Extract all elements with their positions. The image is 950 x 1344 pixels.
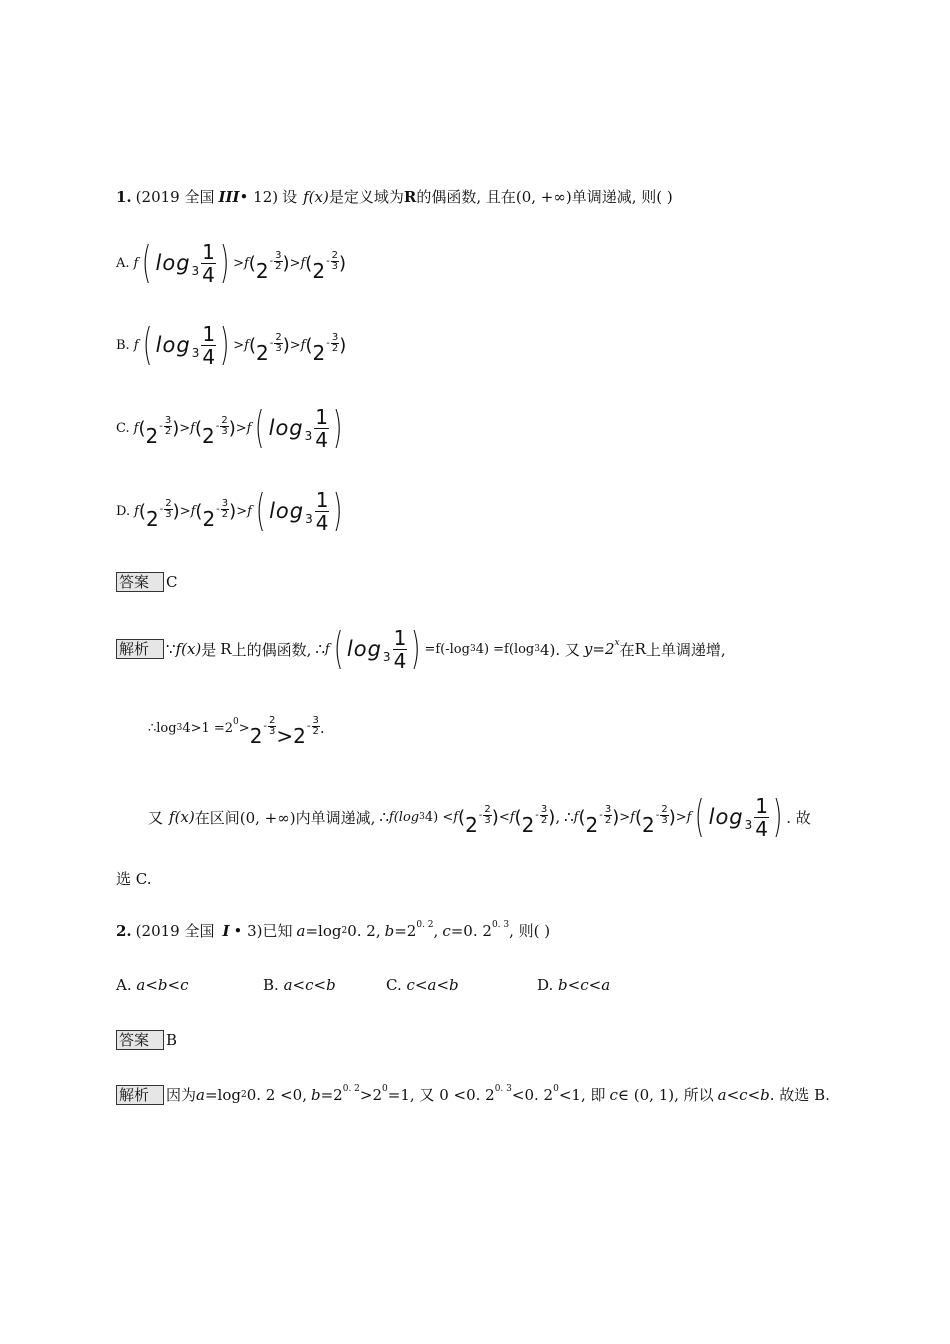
sup-0: 0 [233,717,239,727]
sup-x: x [614,638,620,648]
power-2-neg-2-3: 2 - 2 3 [249,715,276,748]
q1-R: R [403,187,417,206]
power-2-neg-3-2: 2 - 3 2 [145,415,172,448]
q2-analysis [116,1084,830,1105]
var-b: b [311,1085,321,1104]
q1-analysis-line-2 [148,710,325,746]
text: =log [305,921,342,940]
text: 4) < [424,809,454,825]
f-symbol: f [244,337,249,353]
left-paren: ( [138,500,146,522]
because-symbol: ∵ [166,640,176,658]
sub-3: 3 [176,723,183,733]
text: <1, 即 [558,1086,606,1104]
power-2-neg-3-2: 2 - 3 2 [585,804,612,837]
power-2-neg-2-3: 2 - 2 3 [255,332,282,365]
power-2-neg-3-2: 2 - 3 2 [521,804,548,837]
text: 4>1 =2 [182,720,234,736]
log-word: log [268,416,304,440]
option-label: D. [116,503,131,519]
q1-fx: f(x) [303,187,329,206]
right-paren: ) [282,334,290,356]
gt-sign: > [289,255,301,271]
text: ∈ (0, 1), 所以 [617,1086,714,1104]
fraction-one-quarter: $\frac{1}{4}$ [755,793,769,841]
var-a: a [296,921,306,940]
sup: 0. 3 [491,919,510,930]
gt-sign: > [233,255,244,271]
power-2-neg-2-3: 2 - 2 3 [641,804,668,837]
q1-stem-b: 是定义域为 [328,188,404,206]
gt-sign: > [675,809,687,825]
f-symbol: f [190,420,195,436]
right-paren: ) [229,500,237,522]
gt-sign: > [619,809,631,825]
sub-2: 2 [341,925,348,936]
q1-stem [116,186,673,207]
q1-stem-a: 设 [282,188,298,206]
q1-stem-c: 的偶函数, 且在(0, +∞)单调递减, 则( ) [416,188,673,206]
lt-sign: < [498,809,510,825]
f-symbol: f [686,809,692,825]
right-paren: ) [411,623,421,674]
text: =2 [320,1085,343,1104]
text: 4). 又 [539,640,580,659]
f-symbol: f [324,641,330,657]
right-paren: ) [668,806,676,828]
q2-stem-text: 已知 [262,922,293,940]
gt-sign: > [238,720,250,736]
log-word: log [708,805,744,829]
q1-source-end: • 12) [239,187,279,206]
fx-text: f(x) [169,808,195,826]
sup: 0. 2 [342,1083,360,1094]
var-c: c [609,1085,618,1104]
gt-sign: > [179,503,191,519]
gt-sign: > [235,420,247,436]
right-paren: ) [172,500,180,522]
lt: < [726,1085,740,1104]
power-2-neg-2-3: 2 - 2 3 [312,250,339,283]
right-paren: ) [219,237,230,288]
left-paren: ( [248,252,256,274]
text: >2 [359,1085,383,1104]
gt-sign: > [289,337,301,353]
log-word: log [269,499,305,523]
answer-label: 答案 [116,1030,164,1050]
left-paren: ( [195,500,203,522]
f-symbol: f [246,420,252,436]
var-a: a [196,1085,205,1104]
right-paren: ) [548,806,556,828]
right-paren: ) [339,252,347,274]
text: ∴log [148,720,177,736]
power-2-neg-2-3: 2 - 2 3 [201,415,228,448]
left-paren: ( [248,334,256,356]
text: =log [204,1085,241,1104]
left-paren: ( [305,334,313,356]
text: 在区间(0, +∞)内单调递减, [194,808,376,827]
power-2-neg-2-3: 2 - 2 3 [465,804,491,837]
f-symbol: f [453,809,459,825]
f-symbol: f [134,503,139,519]
q1-analysis-line-1 [116,624,726,674]
q1-source: (2019 全国 [135,188,215,206]
f-symbol: f [630,809,635,825]
log-word: log [346,637,382,661]
fraction-one-quarter: $\frac{1}{4}$ [315,487,329,535]
q2-option-b[interactable]: B. a<c<b [263,976,336,994]
R-symbol: R [634,640,646,658]
text: 0. 2 <0, [246,1085,307,1104]
q1-option-a[interactable] [116,238,346,288]
therefore-symbol: ∴ [315,640,325,658]
right-paren: ) [491,806,499,828]
right-paren: ) [228,417,236,439]
q1-analysis-line-3 [148,792,811,842]
f-symbol: f [243,255,249,271]
answer-value: B [166,1031,178,1049]
log-base: 3 [191,346,200,360]
sub-3: 3 [534,644,540,654]
text: 因为 [166,1086,197,1104]
y-eq: y=2 [583,640,615,658]
fraction-one-quarter: $\frac{1}{4}$ [393,625,407,673]
q2-stem [116,920,550,941]
f-symbol: f [573,809,579,825]
answer-label: 答案 [116,572,164,592]
f-symbol: f [509,809,515,825]
left-paren: ( [578,806,586,828]
q1-option-b[interactable] [116,320,346,370]
text: 上的偶函数, [231,640,312,659]
q1-number: 1. [116,187,132,206]
var-b: b [384,921,395,940]
var-b: b [760,1085,770,1104]
sup: 0 [382,1083,388,1094]
big-gt-sign: > [276,724,294,748]
right-paren: ) [332,402,343,453]
left-paren: ( [255,485,266,536]
q1-answer [116,572,178,592]
text: 4) =f(log [475,641,535,657]
right-paren: ) [282,252,290,274]
log-base: 3 [382,650,391,664]
therefore-symbol: ∴ [379,808,389,826]
q2-source-roman: I [222,921,230,940]
sub-2: 2 [240,1089,247,1100]
gt-sign: > [233,337,245,353]
f-symbol: f [133,420,139,436]
f-symbol: f [300,337,306,353]
left-paren: ( [305,252,313,274]
fraction-one-quarter: $\frac{1}{4}$ [202,239,215,287]
sup: 0 [553,1083,559,1094]
text: =f(-log [424,641,470,657]
q1-option-d[interactable] [116,486,347,536]
left-paren: ( [142,319,152,370]
power-2-neg-2-3: 2 - 2 3 [145,498,172,531]
text: 0. 2, [347,921,381,940]
left-paren: ( [458,806,466,828]
var-c: c [739,1085,748,1104]
q2-option-d[interactable]: D. b<c<a [537,976,611,994]
left-paren: ( [634,806,642,828]
left-paren: ( [142,237,152,288]
log-word: log [155,251,191,275]
text: =0. 2 [450,921,492,940]
left-paren: ( [514,806,522,828]
right-paren: ) [219,319,230,370]
comma: , [555,808,561,826]
period: . [319,719,325,737]
fraction-one-quarter: $\frac{1}{4}$ [202,321,216,369]
log-base: 3 [744,818,753,832]
text: =1, 又 0 <0. 2 [387,1086,495,1104]
text: =2 [394,921,417,940]
analysis-label: 解析 [116,639,164,659]
q1-analysis-line-4 [116,868,151,889]
text: 上单调递增, [645,640,726,659]
q2-options [116,976,657,994]
q2-option-c[interactable]: C. c<a<b [386,976,459,994]
fx-text: f(x) [175,640,202,658]
text: 在 [619,640,635,659]
option-label: C. [116,420,130,436]
gt-sign: > [236,503,248,519]
text: , [433,921,439,940]
left-paren: ( [138,417,146,439]
right-paren: ) [772,791,783,842]
q2-answer [116,1030,177,1050]
power-2-neg-3-2: 2 - 3 2 [312,332,339,365]
log-base: 3 [191,264,200,278]
f-symbol: f [133,255,139,271]
right-paren: ) [333,485,343,536]
gt-sign: > [179,420,191,436]
text: 又 [148,808,164,827]
log-base: 3 [305,512,313,526]
analysis-label: 解析 [116,1085,164,1105]
lt: < [747,1085,761,1104]
left-paren: ( [194,417,202,439]
left-paren: ( [255,402,265,453]
q2-source: (2019 全国 [135,922,215,940]
f-symbol: f [300,255,306,271]
var-a: a [717,1085,727,1104]
q2-number: 2. [116,921,132,940]
left-paren: ( [695,791,705,842]
right-paren: ) [339,334,347,356]
text: . 故选 B. [769,1086,830,1104]
text: 是 [201,640,217,659]
fraction-one-quarter: $\frac{1}{4}$ [315,404,328,452]
var-c: c [442,921,451,940]
log-word: log [155,333,191,357]
right-paren: ) [172,417,180,439]
f-symbol: f [133,337,139,353]
power-2-neg-3-2: 2 - 3 2 [255,250,282,283]
answer-value: C [166,573,178,591]
q2-source-end: • 3) [233,921,263,940]
q1-option-c[interactable] [116,403,346,453]
sub-3: 3 [419,812,425,822]
sub-3: 3 [469,644,476,654]
f-symbol: f(log [388,809,420,825]
sup: 0. 2 [416,919,434,930]
text: <0. 2 [511,1085,554,1104]
R-symbol: R [220,640,232,658]
power-2-neg-3-2: 2 - 3 2 [293,715,319,748]
left-paren: ( [333,623,344,674]
sup: 0. 3 [494,1083,512,1094]
text: , 则( ) [509,922,551,940]
text: . 故 [786,808,811,827]
right-paren: ) [612,806,620,828]
f-symbol: f [190,503,196,519]
q1-source-roman: III [218,187,240,206]
q2-option-a[interactable]: A. a<b<c [116,976,189,994]
log-base: 3 [304,429,313,443]
text: 选 C. [116,870,152,888]
option-label: A. [116,255,130,271]
option-label: B. [116,337,130,353]
f-symbol: f [247,503,252,519]
therefore-symbol: ∴ [564,808,574,826]
power-2-neg-3-2: 2 - 3 2 [202,498,229,531]
